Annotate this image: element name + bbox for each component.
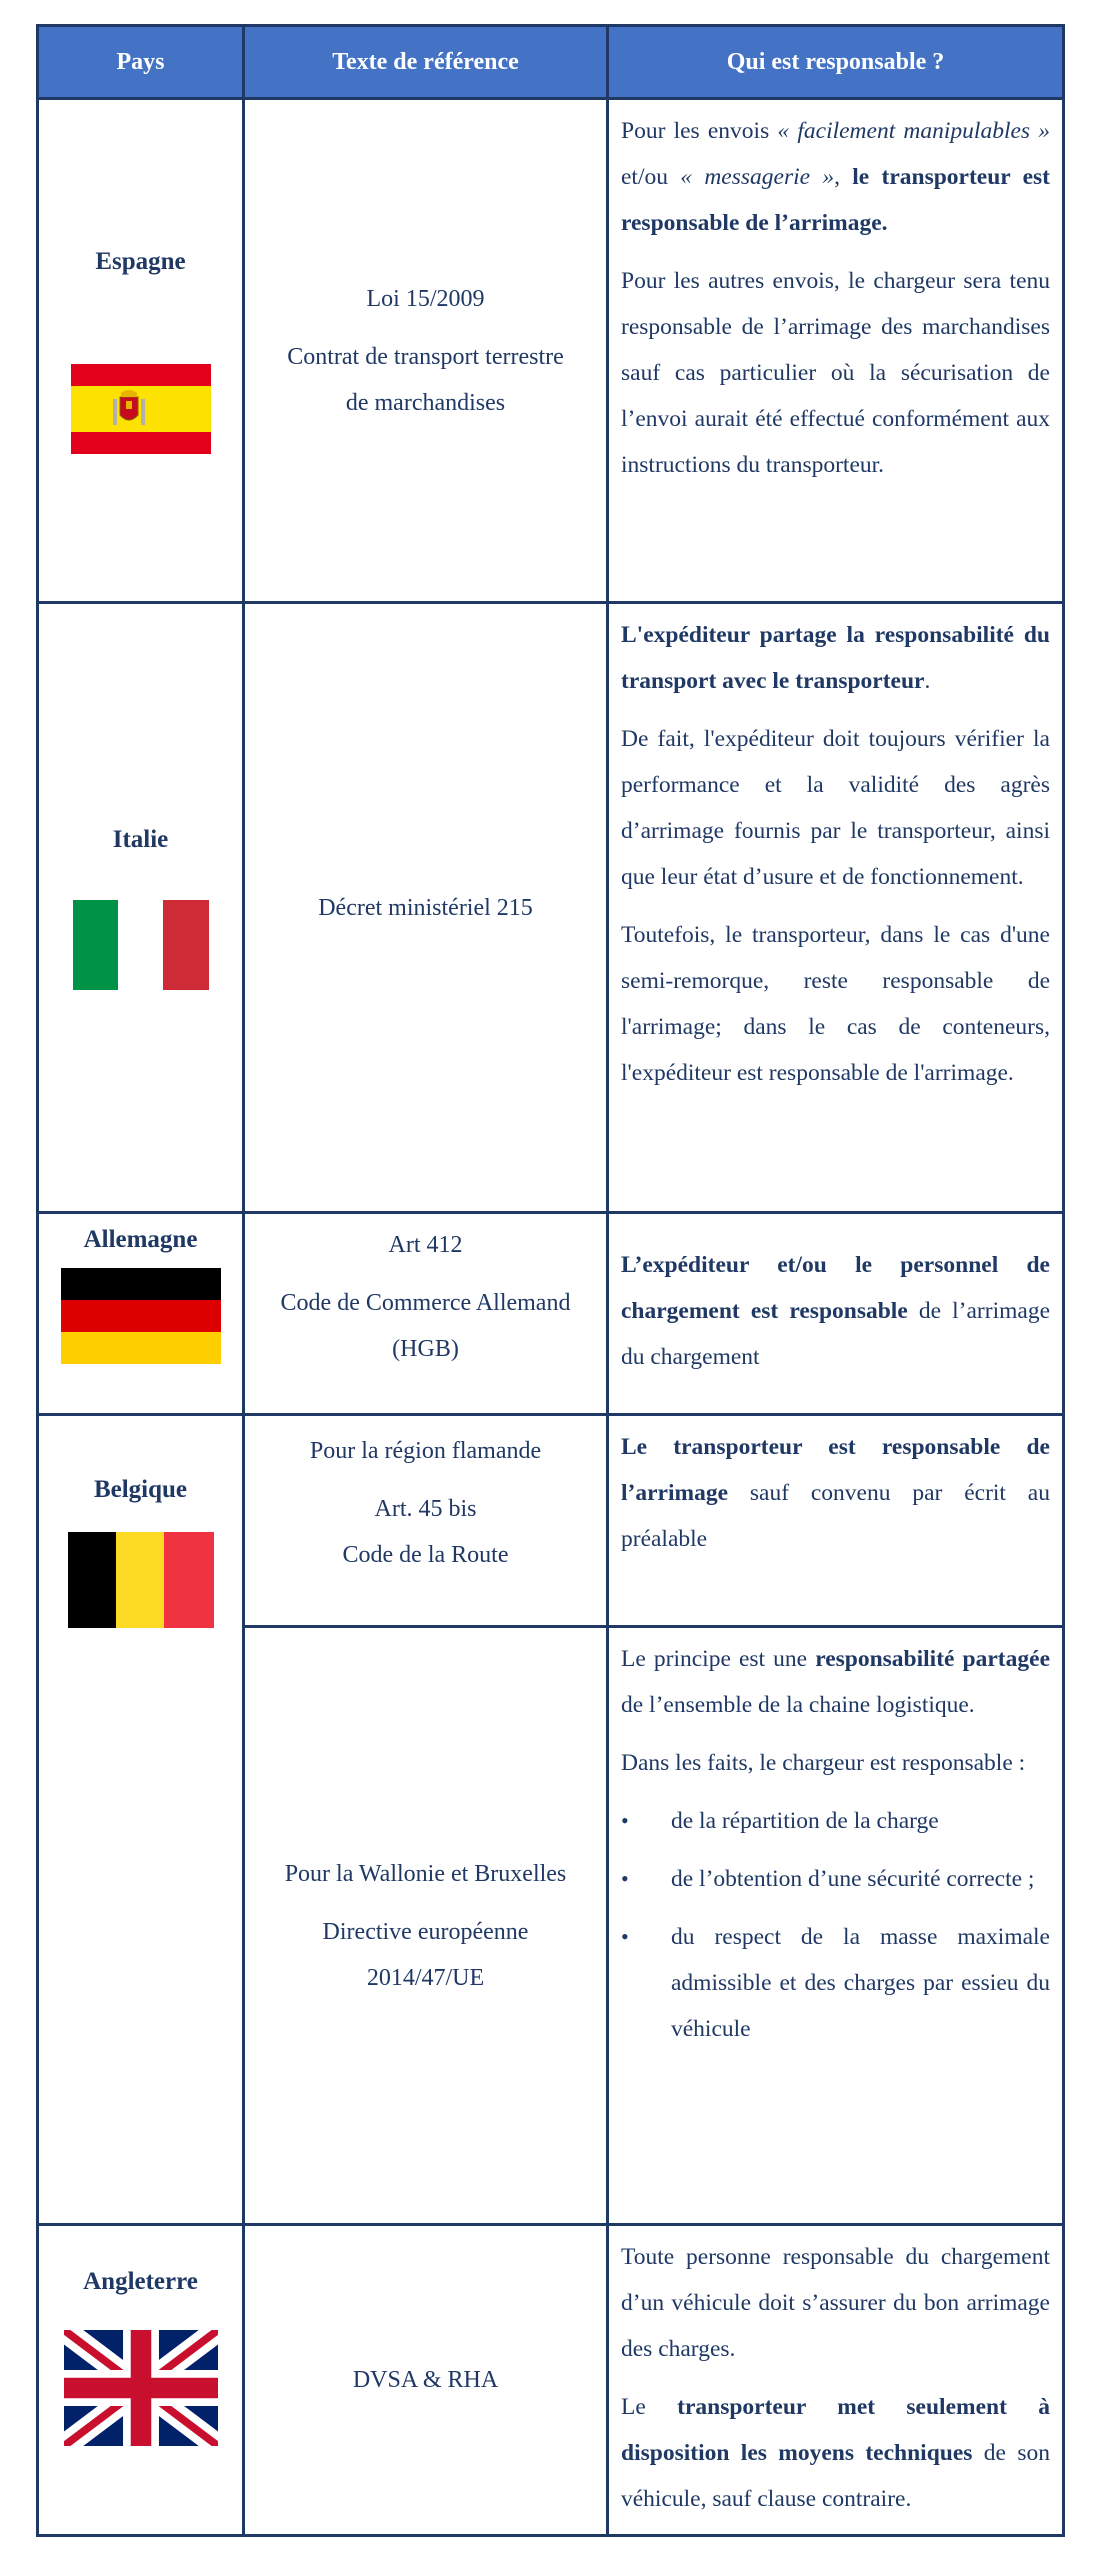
reference-cell-italy: [244, 603, 608, 1213]
responsibility-paragraph: L'expéditeur partage la responsabilité du transport avec le transporteur.: [621, 622, 1050, 694]
reference-cell-england: [244, 2225, 608, 2536]
reference-cell-germany: [244, 1213, 608, 1415]
country-cell-belgium: [38, 1415, 244, 2225]
reference-cell-spain: [244, 99, 608, 603]
header-country: Pays: [38, 26, 244, 99]
reference-line: Pour la région flamande: [309, 1438, 542, 1464]
country-name: Angleterre: [83, 2268, 198, 2295]
reference-line: Pour la Wallonie et Bruxelles: [284, 1860, 567, 1887]
responsibility-cell-england: [608, 2225, 1064, 2536]
responsibility-paragraph: Dans les faits, le chargeur est responsable :: [621, 1750, 1026, 1776]
reference-cell-wallonia: [244, 1627, 608, 2225]
country-cell-england: [38, 2225, 244, 2536]
reference-line: Directive européenne: [322, 1918, 529, 1945]
responsibility-cell-flanders: [608, 1415, 1064, 1627]
reference-line: Code de la Route: [342, 1542, 509, 1568]
responsibility-cell-germany: [608, 1213, 1064, 1415]
responsibility-paragraph: Pour les envois « facilement manipulables » et/ou « messagerie », le transporteur est responsable de l’arrimage.: [621, 118, 1051, 236]
reference-line: DVSA & RHA: [352, 2367, 499, 2393]
responsibility-cell-wallonia: [608, 1627, 1064, 2225]
country-name: Italie: [112, 825, 169, 853]
responsibility-table: [36, 24, 1065, 2537]
italy-flag-icon: [73, 900, 209, 990]
reference-line: Art 412: [388, 1232, 463, 1258]
responsibility-paragraph: Le principe est une responsabilité partagée de l’ensemble de la chaine logistique.: [621, 1646, 1050, 1718]
row-england: [38, 2225, 1064, 2536]
country-name: Belgique: [93, 1476, 188, 1503]
responsibility-paragraph: Pour les autres envois, le chargeur sera tenu responsable de l’arrimage des marchandises sauf cas particulier où la sécurisation de l’envoi aurait été effectué conformément aux instructions du transporteur.: [621, 268, 1050, 478]
list-item: • de l’obtention d’une sécurité correcte ;: [671, 1856, 1050, 1902]
country-name: Espagne: [95, 247, 186, 275]
reference-line: de marchandises: [345, 389, 506, 416]
header-reference: Texte de référence: [244, 26, 608, 99]
responsibility-paragraph: Le transporteur est responsable de l’arrimage sauf convenu par écrit au préalable: [621, 1434, 1050, 1552]
spain-flag-icon: [71, 364, 211, 454]
reference-line: 2014/47/UE: [366, 1964, 485, 1991]
reference-line: Décret ministériel 215: [318, 894, 533, 921]
reference-line: Code de Commerce Allemand: [280, 1290, 571, 1316]
responsibility-paragraph: L’expéditeur et/ou le personnel de chargement est responsable de l’arrimage du chargement: [621, 1252, 1050, 1370]
responsibility-cell-italy: [608, 603, 1064, 1213]
list-item: • de la répartition de la charge: [671, 1798, 1050, 1844]
reference-line: Contrat de transport terrestre: [287, 343, 564, 370]
list-item: • du respect de la masse maximale admissible et des charges par essieu du véhicule: [671, 1914, 1050, 2052]
country-cell-italy: [38, 603, 244, 1213]
row-italy: [38, 603, 1064, 1213]
responsibility-paragraph: Toutefois, le transporteur, dans le cas d'une semi-remorque, reste responsable de l'arrimage; dans le cas de conteneurs, l'expéditeur est responsable de l'arrimage.: [621, 922, 1050, 1086]
uk-flag-icon: [64, 2330, 218, 2446]
country-name: Allemagne: [83, 1226, 198, 1253]
country-cell-germany: [38, 1213, 244, 1415]
header-row: [38, 26, 1064, 99]
belgium-flag-icon: [68, 1532, 214, 1628]
reference-line: (HGB): [392, 1336, 459, 1362]
responsibility-list: [621, 1798, 1050, 2052]
row-germany: [38, 1213, 1064, 1415]
row-spain: [38, 99, 1064, 603]
reference-cell-flanders: [244, 1415, 608, 1627]
responsibility-paragraph: Le transporteur met seulement à disposition les moyens techniques de son véhicule, sauf clause contraire.: [621, 2394, 1051, 2512]
country-cell-spain: [38, 99, 244, 603]
germany-flag-icon: [61, 1268, 221, 1364]
responsibility-paragraph: Toute personne responsable du chargement d’un véhicule doit s’assurer du bon arrimage des charges.: [621, 2244, 1050, 2362]
responsibility-paragraph: De fait, l'expéditeur doit toujours vérifier la performance et la validité des agrès d’arrimage fournis par le transporteur, ainsi que leur état d’usure et de fonctionnement.: [621, 726, 1050, 890]
responsibility-cell-spain: [608, 99, 1064, 603]
header-responsible: Qui est responsable ?: [608, 26, 1064, 99]
row-belgium-flanders: [38, 1415, 1064, 1627]
reference-line: Loi 15/2009: [366, 285, 485, 312]
reference-line: Art. 45 bis: [374, 1496, 477, 1522]
